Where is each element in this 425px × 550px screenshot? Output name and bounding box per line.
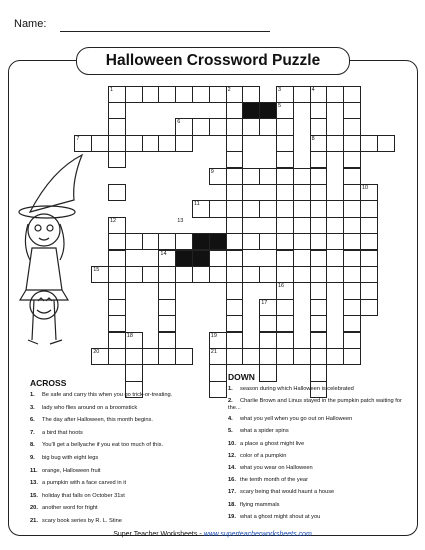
across-clue [30,430,210,437]
crossword-cell[interactable] [175,86,193,103]
crossword-cell[interactable] [108,86,126,103]
crossword-cell[interactable] [242,348,260,365]
crossword-block [259,102,277,119]
crossword-cell[interactable] [158,348,176,365]
crossword-cell[interactable] [226,86,244,103]
crossword-cell[interactable] [209,168,227,185]
crossword-cell[interactable] [125,233,143,250]
crossword-block [242,102,260,119]
crossword-cell[interactable] [209,200,227,217]
witch-illustration [12,150,102,355]
crossword-cell[interactable] [343,315,361,332]
crossword-cell[interactable] [192,266,210,283]
name-row [14,18,46,30]
crossword-cell[interactable] [226,168,244,185]
crossword-cell[interactable] [276,200,294,217]
crossword-cell[interactable] [192,118,210,135]
down-clue [228,428,413,435]
crossword-cell[interactable] [175,233,193,250]
crossword-cell[interactable] [310,315,328,332]
clue-num: 1. [228,386,233,392]
crossword-cell[interactable] [293,168,311,185]
clue-number: 18 [126,332,133,339]
clue-text: season during which Halloween is celebrated [240,386,354,392]
crossword-cell[interactable] [108,282,126,299]
across-clue [30,392,210,399]
crossword-cell[interactable] [259,364,277,381]
crossword-cell[interactable] [259,332,277,349]
clue-number: 17 [261,299,268,306]
crossword-cell[interactable] [360,217,378,234]
crossword-cell[interactable] [158,299,176,316]
crossword-cell[interactable] [175,266,193,283]
across-clue [30,480,210,487]
crossword-cell[interactable] [108,135,126,152]
puzzle-title: Halloween Crossword Puzzle [76,47,350,75]
crossword-cell[interactable] [192,86,210,103]
crossword-cell[interactable] [242,266,260,283]
crossword-cell[interactable] [310,266,328,283]
clue-number: 14 [160,250,167,257]
witch-hat [30,155,82,212]
witch-dress [26,248,62,290]
crossword-cell[interactable] [259,118,277,135]
clue-num: 10. [228,440,236,447]
crossword-cell[interactable] [142,233,160,250]
crossword-block [192,250,210,267]
crossword-cell[interactable] [326,348,344,365]
crossword-cell[interactable] [360,299,378,316]
crossword-cell[interactable] [125,364,143,381]
clue-num: 9. [30,455,35,461]
crossword-cell[interactable] [226,151,244,168]
crossword-cell[interactable] [343,299,361,316]
crossword-cell[interactable] [276,332,294,349]
across-clue [30,505,210,512]
crossword-cell[interactable] [192,200,210,217]
crossword-cell[interactable] [310,217,328,234]
clue-text: a bird that hoots [42,429,83,436]
clue-number: 9 [210,168,214,175]
crossword-cell[interactable] [377,135,395,152]
crossword-cell[interactable] [276,282,294,299]
down-clue [228,398,413,412]
crossword-cell[interactable] [276,86,294,103]
crossword-cell[interactable] [293,233,311,250]
crossword-cell[interactable] [310,135,328,152]
down-clue [228,453,413,460]
clue-num: 19. [228,513,236,520]
clue-text: Be safe and carry this when you go trick-or-treating. [42,392,173,398]
clue-number: 4 [311,86,315,93]
down-heading: DOWN [228,372,255,382]
crossword-cell[interactable] [310,184,328,201]
across-clue [30,518,210,525]
crossword-cell[interactable] [209,348,227,365]
clue-num: 18. [228,501,236,508]
across-clue [30,417,210,424]
crossword-cell[interactable] [310,86,328,103]
clue-num: 17. [228,489,236,496]
crossword-cell[interactable] [108,118,126,135]
crossword-cell[interactable] [343,217,361,234]
clue-number: 12 [110,217,117,224]
crossword-cell[interactable] [226,200,244,217]
crossword-cell[interactable] [108,102,126,119]
crossword-cell[interactable] [293,200,311,217]
crossword-cell[interactable] [91,135,109,152]
clue-text: what you wear on Halloween [240,465,313,471]
crossword-cell[interactable] [209,118,227,135]
clue-text: flying mammals [240,501,280,508]
crossword-cell[interactable] [343,151,361,168]
crossword-cell[interactable] [259,233,277,250]
crossword-cell[interactable] [293,348,311,365]
crossword-cell[interactable] [175,135,193,152]
crossword-cell[interactable] [226,299,244,316]
crossword-cell[interactable] [360,282,378,299]
name-line[interactable] [60,31,270,32]
crossword-cell[interactable] [209,86,227,103]
clue-text: what you yell when you go out on Halloween [240,416,353,423]
clue-num: 11. [30,467,38,474]
across-heading: ACROSS [30,378,67,388]
clue-text: what a spider spins [240,428,289,435]
crossword-cell[interactable] [226,135,244,152]
crossword-cell[interactable] [310,200,328,217]
crossword-cell[interactable] [226,102,244,119]
crossword-cell[interactable] [175,348,193,365]
crossword-cell[interactable] [276,299,294,316]
name-label: Name: [14,18,47,30]
crossword-cell[interactable] [276,151,294,168]
crossword-cell[interactable] [276,217,294,234]
crossword-cell[interactable] [310,332,328,349]
crossword-cell[interactable] [343,118,361,135]
crossword-cell[interactable] [242,200,260,217]
footer-brand: Super Teacher Worksheets [113,531,198,538]
crossword-cell[interactable] [142,348,160,365]
crossword-cell[interactable] [360,135,378,152]
crossword-cell[interactable] [343,135,361,152]
footer-separator: - [197,531,204,538]
crossword-cell[interactable] [343,200,361,217]
crossword-cell[interactable] [360,266,378,283]
clue-num: 16. [228,477,236,484]
clue-text: lady who flies around on a broomstick [42,404,138,411]
clue-number: 5 [278,102,282,109]
clue-number: 11 [194,201,200,208]
crossword-cell[interactable] [158,315,176,332]
crossword-cell[interactable] [343,348,361,365]
across-clue [30,493,210,500]
crossword-block [175,250,193,267]
crossword-cell[interactable] [310,118,328,135]
crossword-cell[interactable] [326,266,344,283]
crossword-cell[interactable] [343,102,361,119]
clue-num: 15. [30,492,38,499]
clue-num: 13. [30,480,38,487]
crossword-cell[interactable] [343,86,361,103]
crossword-cell[interactable] [310,364,328,381]
clue-text: a place a ghost might live [240,440,305,447]
crossword-cell[interactable] [209,381,227,398]
across-clue [30,442,210,449]
crossword-cell[interactable] [108,332,126,349]
crossword-cell[interactable] [326,233,344,250]
crossword-cell[interactable] [108,266,126,283]
across-clue [30,455,210,462]
crossword-cell[interactable] [326,86,344,103]
down-clue [228,441,413,448]
crossword-cell[interactable] [125,86,143,103]
clue-text: the tenth month of the year [240,477,308,484]
clue-num: 12. [228,452,236,459]
clue-num: 20. [30,505,38,512]
crossword-cell[interactable] [226,217,244,234]
across-clue [30,405,210,412]
crossword-cell[interactable] [142,266,160,283]
crossword-cell[interactable] [276,102,294,119]
crossword-cell[interactable] [158,250,176,267]
crossword-cell[interactable] [209,332,227,349]
crossword-cell[interactable] [360,200,378,217]
crossword-cell[interactable] [360,233,378,250]
clue-num: 14. [228,465,236,471]
crossword-cell[interactable] [125,266,143,283]
crossword-cell[interactable] [158,282,176,299]
crossword-cell[interactable] [108,233,126,250]
crossword-cell[interactable] [276,233,294,250]
crossword-block [192,233,210,250]
clue-text: scary being that would haunt a house [240,489,335,496]
crossword-cell[interactable] [293,86,311,103]
clue-number: 20 [93,348,100,355]
crossword-cell[interactable] [360,184,378,201]
clue-text: scary book series by R. L. Stine [42,518,122,524]
down-clue [228,477,413,484]
crossword-cell[interactable] [209,250,227,267]
crossword-cell[interactable] [310,348,328,365]
crossword-cell[interactable] [310,299,328,316]
crossword-cell[interactable] [326,200,344,217]
crossword-cell[interactable] [276,266,294,283]
crossword-cell[interactable] [175,118,193,135]
crossword-cell[interactable] [360,250,378,267]
crossword-cell[interactable] [226,315,244,332]
down-clue [228,465,413,472]
crossword-cell[interactable] [276,168,294,185]
crossword-cell[interactable] [108,315,126,332]
down-clue [228,386,413,393]
clue-num: 1. [30,392,35,398]
crossword-cell[interactable] [242,168,260,185]
crossword-cell[interactable] [310,233,328,250]
crossword-cell[interactable] [108,348,126,365]
clue-number: 16 [278,283,285,290]
crossword-cell[interactable] [276,250,294,267]
clue-text: big bug with eight legs [42,455,99,461]
crossword-cell[interactable] [276,118,294,135]
footer-url[interactable]: www.superteacherworksheets.com [203,531,312,538]
crossword-cell[interactable] [74,135,92,152]
crossword-cell[interactable] [310,168,328,185]
clue-text: another word for fright [42,505,98,512]
clue-num: 21. [30,518,38,524]
crossword-cell[interactable] [310,250,328,267]
crossword-cell[interactable] [343,282,361,299]
clue-text: Charlie Brown and Linus stayed in the pumpkin patch waiting for the... [228,398,402,411]
clue-number: 10 [362,184,369,191]
crossword-cell[interactable] [226,266,244,283]
down-clue [228,502,413,509]
clue-num: 5. [228,428,233,435]
across-clue [30,468,210,475]
clue-number: 13 [177,217,184,224]
crossword-cell[interactable] [310,151,328,168]
down-clue [228,416,413,423]
crossword-cell[interactable] [226,184,244,201]
crossword-cell[interactable] [293,266,311,283]
crossword-cell[interactable] [91,266,109,283]
clue-num: 4. [228,416,233,423]
clue-number: 21 [210,348,217,355]
clue-number: 6 [177,119,181,126]
crossword-cell[interactable] [108,299,126,316]
crossword-cell[interactable] [276,315,294,332]
clue-text: You'll get a bellyache if you eat too much of this. [42,442,164,449]
clue-text: what a ghost might shout at you [240,513,321,520]
crossword-cell[interactable] [259,168,277,185]
down-clue [228,489,413,496]
clue-number: 1 [110,86,114,93]
clue-text: The day after Halloween, this month begins. [42,417,153,424]
crossword-cell[interactable] [226,233,244,250]
clue-number: 7 [76,135,80,142]
crossword-cell[interactable] [158,233,176,250]
crossword-cell[interactable] [142,86,160,103]
crossword-cell[interactable] [226,282,244,299]
crossword-cell[interactable] [242,86,260,103]
crossword-cell[interactable] [276,348,294,365]
crossword-cell[interactable] [310,282,328,299]
clue-number: 2 [227,86,231,93]
crossword-cell[interactable] [209,266,227,283]
crossword-cell[interactable] [226,250,244,267]
crossword-cell[interactable] [91,348,109,365]
footer [0,531,425,538]
crossword-cell[interactable] [226,118,244,135]
crossword-cell[interactable] [310,102,328,119]
clue-num: 3. [30,404,35,411]
crossword-cell[interactable] [226,332,244,349]
crossword-cell[interactable] [259,200,277,217]
crossword-cell[interactable] [326,135,344,152]
crossword-cell[interactable] [125,135,143,152]
crossword-cell[interactable] [343,250,361,267]
clue-text: color of a pumpkin [240,452,287,459]
crossword-cell[interactable] [158,332,176,349]
crossword-cell[interactable] [259,315,277,332]
clue-num: 8. [30,442,35,449]
crossword-cell[interactable] [125,348,143,365]
crossword-cell[interactable] [343,266,361,283]
crossword-cell[interactable] [226,348,244,365]
crossword-cell[interactable] [209,364,227,381]
crossword-cell[interactable] [343,168,361,185]
clue-number: 8 [311,135,315,142]
crossword-cell[interactable] [259,266,277,283]
crossword-cell[interactable] [158,86,176,103]
crossword-cell[interactable] [276,184,294,201]
crossword-cell[interactable] [158,266,176,283]
clue-number: 19 [210,332,217,339]
crossword-cell[interactable] [125,332,143,349]
crossword-cell[interactable] [259,348,277,365]
crossword-cell[interactable] [276,135,294,152]
crossword-cell[interactable] [343,233,361,250]
clue-text: holiday that falls on October 31st [42,492,125,499]
crossword-cell[interactable] [259,299,277,316]
clue-text: orange, Halloween fruit [42,467,101,474]
crossword-cell[interactable] [343,332,361,349]
clue-number: 3 [278,86,282,93]
clue-number: 15 [93,266,100,273]
crossword-block [209,233,227,250]
clue-num: 2. [228,398,233,405]
down-clue [228,514,413,521]
witch-face [28,214,60,246]
crossword-cell[interactable] [108,151,126,168]
crossword-cell[interactable] [343,184,361,201]
clue-num: 7. [30,429,35,436]
crossword-cell[interactable] [158,135,176,152]
clue-text: a pumpkin with a face carved in it [42,480,127,487]
clue-num: 6. [30,417,35,424]
crossword-cell[interactable] [242,118,260,135]
crossword-cell[interactable] [108,250,126,267]
crossword-cell[interactable] [142,135,160,152]
crossword-cell[interactable] [108,184,126,201]
crossword-cell[interactable] [242,233,260,250]
